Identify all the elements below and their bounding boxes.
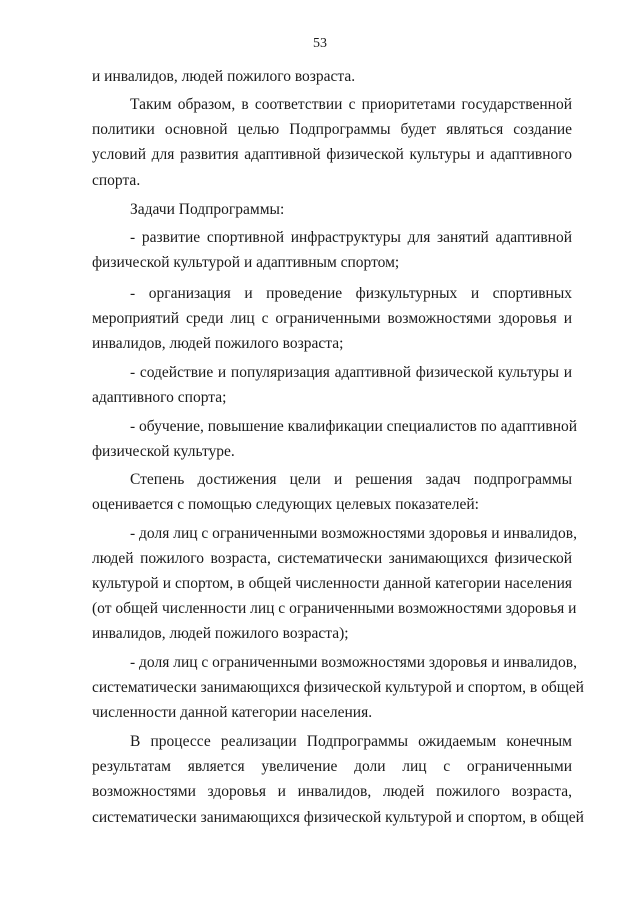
text-line: - доля лиц с ограниченными возможностями здоровья и инвалидов, (130, 525, 578, 542)
text-line: политики основной целью Подпрограммы будет являться создание (92, 121, 572, 138)
text-line: - доля лиц с ограниченными возможностями здоровья и инвалидов, (130, 654, 578, 671)
text-line: культурой и спортом, в общей численности данной категории населения (92, 575, 572, 592)
text-line: - содействие и популяризация адаптивной физической культуры и (130, 364, 572, 381)
text-line: мероприятий среди лиц с ограниченными возможностями здоровья и (92, 310, 572, 327)
text-line: (от общей численности лиц с ограниченными возможностями здоровья и (92, 600, 577, 617)
text-line: спорта. (92, 172, 141, 189)
text-line: инвалидов, людей пожилого возраста); (92, 625, 349, 642)
text-line: оценивается с помощью следующих целевых показателей: (92, 496, 479, 513)
text-line: условий для развития адаптивной физической культуры и адаптивного (92, 146, 572, 163)
text-line: Степень достижения цели и решения задач подпрограммы (130, 471, 572, 488)
text-line: физической культурой и адаптивным спортом; (92, 254, 400, 271)
text-line: В процессе реализации Подпрограммы ожидаемым конечным (130, 733, 572, 750)
text-line: Задачи Подпрограммы: (130, 201, 285, 218)
text-line: результатам является увеличение доли лиц с ограниченными (92, 758, 572, 775)
text-line: физической культуре. (92, 443, 235, 460)
text-line: возможностями здоровья и инвалидов, людей пожилого возраста, (92, 783, 572, 800)
text-line: численности данной категории населения. (92, 704, 373, 721)
text-line: адаптивного спорта; (92, 389, 227, 406)
text-line: инвалидов, людей пожилого возраста; (92, 335, 344, 352)
text-line: людей пожилого возраста, систематически занимающихся физической (92, 550, 572, 567)
page-number: 53 (313, 36, 327, 51)
text-line: - организация и проведение физкультурных и спортивных (130, 285, 572, 302)
text-line: систематически занимающихся физической культурой и спортом, в общей (92, 809, 584, 826)
text-line: и инвалидов, людей пожилого возраста. (92, 68, 356, 85)
text-line: систематически занимающихся физической культурой и спортом, в общей (92, 679, 584, 696)
text-line: - развитие спортивной инфраструктуры для занятий адаптивной (130, 229, 572, 246)
text-line: Таким образом, в соответствии с приоритетами государственной (130, 96, 572, 113)
text-line: - обучение, повышение квалификации специалистов по адаптивной (130, 418, 578, 435)
